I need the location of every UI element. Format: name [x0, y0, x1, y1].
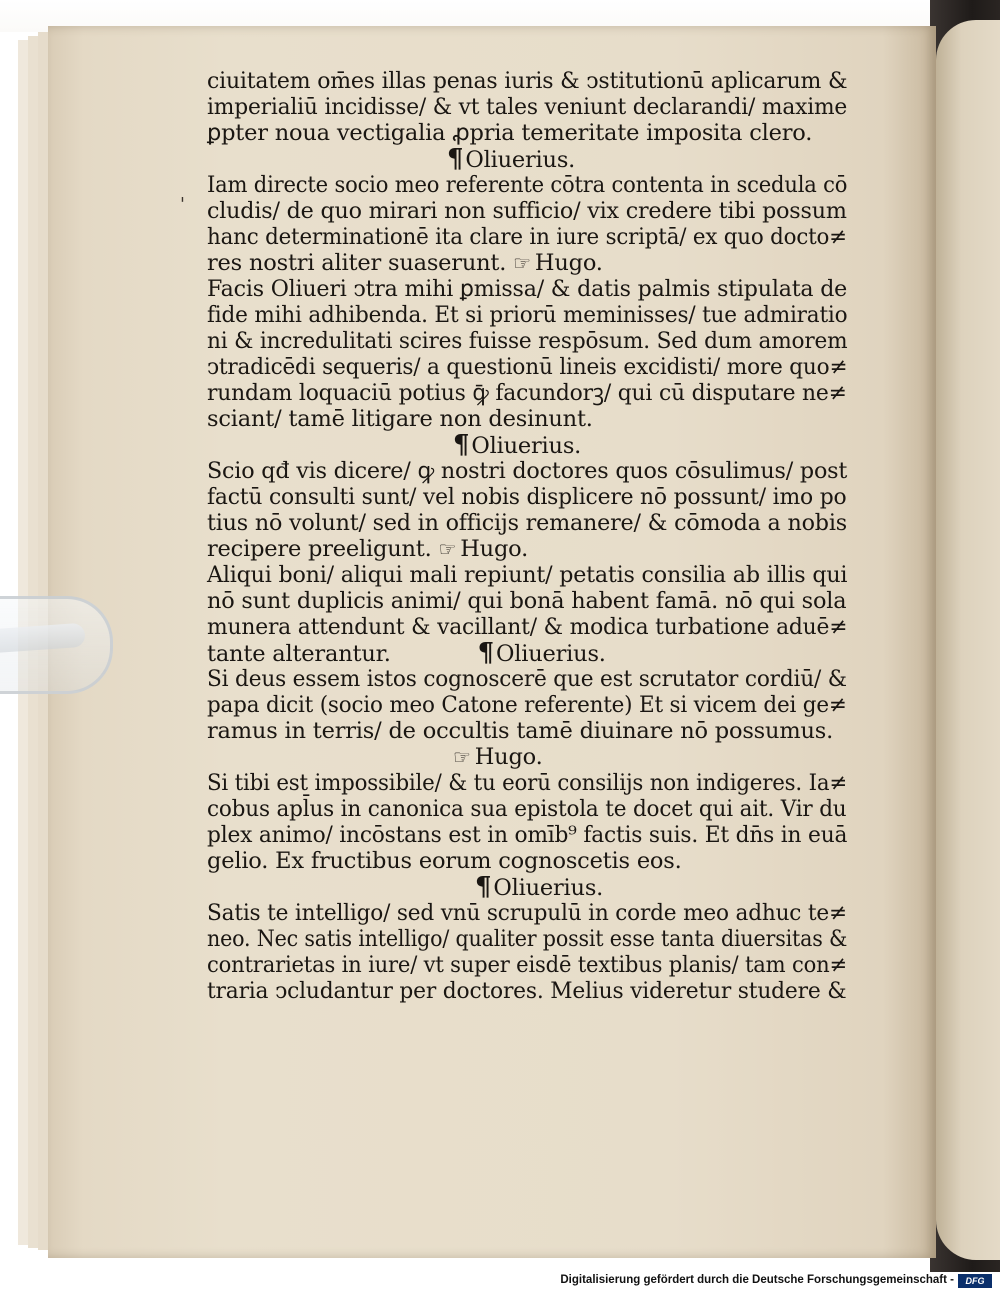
dfg-logo: DFG — [958, 1274, 992, 1288]
speaker-heading — [475, 874, 603, 902]
text-line: cobus apl̄us in canonica sua epistola te docet qui ait. Vir du — [207, 796, 847, 822]
pilcrow-icon: ¶ — [453, 430, 470, 460]
text-line: ciuitatem om̄es illas penas iuris & ↄstitutionū aplicarum & — [207, 68, 848, 94]
text-line-with-speaker — [207, 536, 528, 564]
text-line: neo. Nec satis intelligo/ qualiter possit esse tanta diuersitas & — [207, 926, 848, 952]
text-segment: res nostri aliter suaserunt. — [207, 250, 507, 276]
speaker-name: Hugo. — [534, 250, 603, 276]
text-line: ni & incredulitati scires fuisse respōsum. Sed dum amorem — [207, 328, 848, 354]
text-line: traria ↄcludantur per doctores. Melius videretur studere & — [207, 978, 847, 1004]
text-line: gelio. Ex fructibus eorum cognoscetis eos. — [207, 848, 682, 874]
footer-credit: Digitalisierung gefördert durch die Deutsche Forschungsgemeinschaft - — [560, 1274, 954, 1286]
text-line: papa dicit (socio meo Catone referente) Et si vicem dei ge≠ — [207, 692, 847, 718]
text-line: ꝑpter noua vectigalia ꝓpria temeritate imposita clero. — [207, 120, 813, 146]
text-line: Aliqui boni/ aliqui mali repiunt/ petatis consilia ab illis qui — [207, 562, 848, 588]
pilcrow-icon: ¶ — [475, 872, 492, 902]
pilcrow-icon: ¶ — [447, 144, 464, 174]
text-line: Satis te intelligo/ sed vnū scrupulū in corde meo adhuc te≠ — [207, 900, 847, 926]
text-line: plex animo/ incōstans est in omīb⁹ factis suis. Et dn̄s in euā — [207, 822, 848, 848]
speaker-name: Oliuerius. — [471, 433, 582, 459]
text-line: tius nō volunt/ sed in officijs remanere/ & cōmoda a nobis — [207, 510, 847, 536]
text-line: factū consulti sunt/ vel nobis displicere nō possunt/ imo po — [207, 484, 847, 510]
pointing-hand-icon: ☞ — [438, 537, 457, 561]
speaker-name: Oliuerius. — [493, 875, 604, 901]
text-line-with-speaker — [207, 640, 606, 668]
text-line: Iam directe socio meo referente cōtra contenta in scedula cō — [207, 172, 848, 198]
text-line: Scio qđ vis dicere/ ꝙ nostri doctores quos cōsulimus/ post — [207, 458, 848, 484]
text-line-with-speaker — [207, 250, 603, 278]
speaker-heading — [453, 744, 543, 772]
text-line: ramus in terris/ de occultis tamē diuinare nō possumus. — [207, 718, 834, 744]
facing-page-edge — [936, 20, 1000, 1260]
text-line: imperialiū incidisse/ & vt tales veniunt declarandi/ maxime — [207, 94, 848, 120]
pointing-hand-icon: ☞ — [453, 745, 471, 769]
text-line: hanc determinationē ita clare in iure scriptā/ ex quo docto≠ — [207, 224, 847, 250]
text-line: nō sunt duplicis animi/ qui bonā habent famā. nō qui sola — [207, 588, 847, 614]
text-line: contrarietas in iure/ vt super eisdē textibus planis/ tam con≠ — [207, 952, 847, 978]
text-line: sciant/ tamē litigare non desinunt. — [207, 406, 593, 432]
text-line: Si tibi est impossibile/ & tu eorū consilijs non indigeres. Ia≠ — [207, 770, 848, 796]
speaker-name: Oliuerius. — [465, 147, 576, 173]
speaker-name: Hugo. — [474, 744, 543, 770]
text-line: rundam loquaciū potius ꝙ̄ facundorꝫ/ qui cū disputare ne≠ — [207, 380, 847, 406]
text-line: Si deus essem istos cognoscerē que est scrutator cordiū/ & — [207, 666, 847, 692]
speaker-name: Hugo. — [460, 536, 529, 562]
margin-mark: ' — [180, 194, 185, 215]
pilcrow-icon: ¶ — [477, 638, 494, 668]
text-line: fide mihi adhibenda. Et si priorū meminisses/ tue admiratio — [207, 302, 848, 328]
speaker-heading — [453, 432, 581, 460]
speaker-heading — [447, 146, 575, 174]
text-line: munera attendunt & vacillant/ & modica turbatione aduē≠ — [207, 614, 848, 640]
text-line: ↄtradicēdi sequeris/ a questionū lineis excidisti/ more quo≠ — [207, 354, 848, 380]
pointing-hand-icon: ☞ — [513, 251, 531, 275]
text-line: Facis Oliueri ↄtra mihi ꝑmissa/ & datis palmis stipulata de — [207, 276, 848, 302]
text-segment: recipere preeligunt. — [207, 536, 432, 562]
text-line: cludis/ de quo mirari non sufficio/ vix credere tibi possum — [207, 198, 847, 224]
text-segment: tante alterantur. — [207, 641, 391, 667]
footer — [0, 1272, 1000, 1292]
speaker-name: Oliuerius. — [495, 641, 606, 667]
